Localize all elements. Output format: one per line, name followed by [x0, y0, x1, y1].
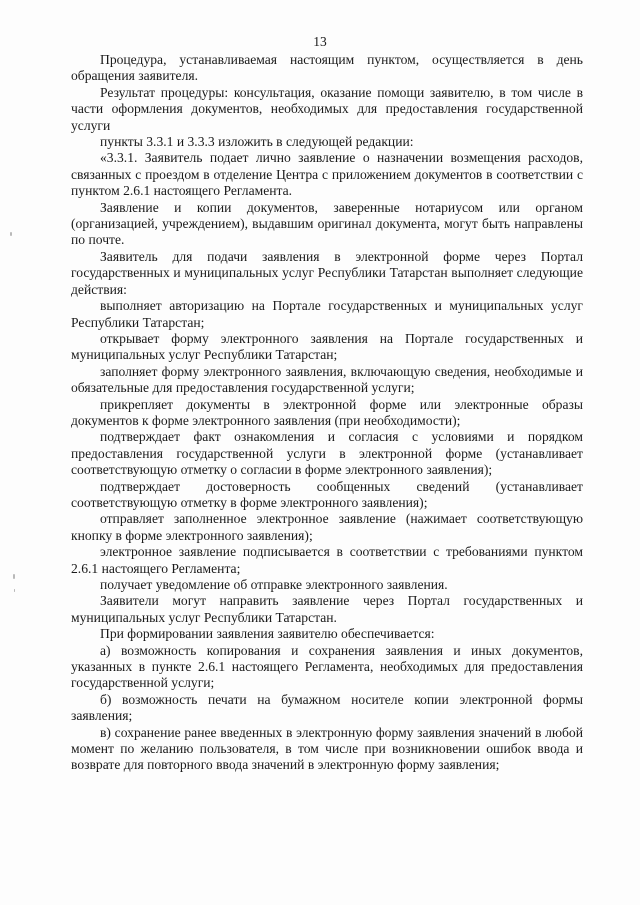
paragraph: электронное заявление подписывается в соответствии с требованиями пунктом 2.6.1 настоящего Регламента;: [71, 544, 583, 576]
paragraph: Заявители могут направить заявление через Портал государственных и муниципальных услуг Республики Татарстан.: [71, 593, 583, 625]
paragraph: б) возможность печати на бумажном носителе копии электронной формы заявления;: [71, 691, 583, 724]
paragraph: Заявление и копии документов, заверенные нотариусом или органом (организацией, учреждением), выдавшим оригинал документа, могут быть направлены по почте.: [71, 199, 583, 248]
scan-speck: [14, 589, 15, 592]
paragraph: отправляет заполненное электронное заявление (нажимает соответствующую кнопку в форме электронного заявления);: [71, 511, 583, 543]
paragraph: в) сохранение ранее введенных в электронную форму заявления значений в любой момент по желанию пользователя, в том числе при возникновении ошибок ввода и возврате для повторного ввода значений в электронную форму заявления;: [71, 724, 583, 773]
page-number: 13: [313, 34, 327, 49]
paragraph: получает уведомление об отправке электронного заявления.: [100, 577, 448, 592]
paragraph: открывает форму электронного заявления на Портале государственных и муниципальных услуг Республики Татарстан;: [71, 330, 583, 363]
document-body: [71, 52, 583, 774]
paragraph: заполняет форму электронного заявления, включающую сведения, необходимые и обязательные для предоставления государственной услуги;: [71, 363, 583, 396]
paragraph: Результат процедуры: консультация, оказание помощи заявителю, в том числе в части оформления документов, необходимых для предоставления государственной услуги: [71, 84, 583, 133]
scan-speck: [13, 574, 15, 579]
paragraph: Процедура, устанавливаемая настоящим пунктом, осуществляется в день обращения заявителя.: [71, 52, 583, 84]
paragraph: выполняет авторизацию на Портале государственных и муниципальных услуг Республики Татарстан;: [71, 298, 583, 330]
paragraph: «3.3.1. Заявитель подает лично заявление о назначении возмещения расходов, связанных с проездом в отделение Центра с приложением документов в соответствии с пунктом 2.6.1 настоящего Регламента.: [71, 150, 583, 199]
paragraph: пункты 3.3.1 и 3.3.3 изложить в следующей редакции:: [100, 134, 414, 150]
scan-speck: [10, 232, 12, 236]
paragraph: подтверждает достоверность сообщенных сведений (устанавливает соответствующую отметку в форме электронного заявления);: [71, 478, 583, 510]
paragraph: подтверждает факт ознакомления и согласия с условиями и порядком предоставления государственной услуги в электронной форме (устанавливает соответствующую отметку о согласии в форме электронного заявления);: [71, 429, 583, 478]
paragraph: а) возможность копирования и сохранения заявления и иных документов, указанных в пункте 2.6.1 настоящего Регламента, необходимых для предоставления государственной услуги;: [71, 642, 583, 691]
paragraph: прикрепляет документы в электронной форме или электронные образы документов к форме электронного заявления (при необходимости);: [71, 396, 583, 428]
paragraph: При формировании заявления заявителю обеспечивается:: [100, 626, 435, 642]
paragraph: Заявитель для подачи заявления в электронной форме через Портал государственных и муниципальных услуг Республики Татарстан выполняет следующие действия:: [71, 248, 583, 297]
